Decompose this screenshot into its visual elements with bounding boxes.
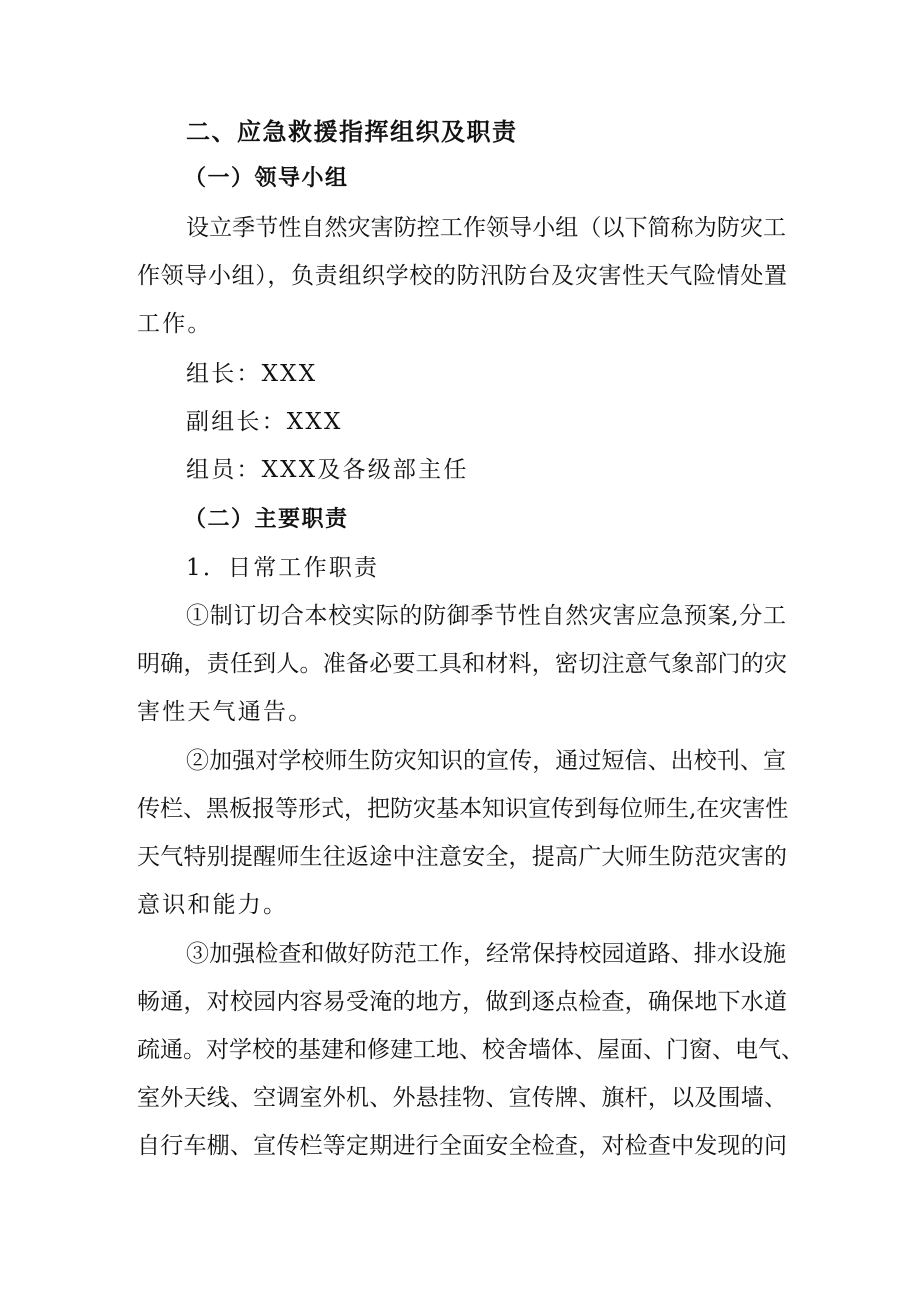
paragraph-line: 意识和能力。 [137,892,289,918]
section-heading: 二、应急救援指挥组织及职责 [186,118,518,146]
paragraph-line: 害性天气通告。 [137,699,314,725]
subsection-heading-leadership: （一）领导小组 [184,166,349,191]
subsection-heading-duties: （二）主要职责 [184,507,349,532]
paragraph-line: 设立季节性自然灾害防控工作领导小组（以下简称为防灾工 [186,215,786,241]
paragraph-line: 畅通，对校园内容易受淹的地方，做到逐点检查，确保地下水道 [137,989,787,1015]
paragraph-line: ①制订切合本校实际的防御季节性自然灾害应急预案,分工 [186,603,786,629]
paragraph-line: 工作。 [137,311,213,337]
members-line: 组员：XXX及各级部主任 [186,457,469,483]
paragraph-line: 传栏、黑板报等形式，把防灾基本知识宣传到每位师生,在灾害性 [137,796,789,822]
paragraph-line: ②加强对学校师生防灾知识的宣传，通过短信、出校刊、宣 [186,748,786,774]
paragraph-line: 室外天线、空调室外机、外悬挂物、宣传牌、旗杆，以及围墙、 [137,1085,787,1111]
deputy-leader-line: 副组长：XXX [186,409,343,435]
paragraph-line: 明确，责任到人。准备必要工具和材料，密切注意气象部门的灾 [137,651,787,677]
leader-line: 组长：XXX [186,361,318,387]
paragraph-line: 作领导小组），负责组织学校的防汛防台及灾害性天气险情处置 [137,263,787,289]
paragraph-line: 天气特别提醒师生往返途中注意安全，提高广大师生防范灾害的 [137,844,787,870]
paragraph-line: 疏通。对学校的基建和修建工地、校舍墙体、屋面、门窗、电气、 [137,1037,804,1063]
item-title-daily-duties: 1．日常工作职责 [186,555,380,581]
paragraph-line: 自行车棚、宣传栏等定期进行全面安全检查，对检查中发现的问 [137,1133,787,1159]
paragraph-line: ③加强检查和做好防范工作，经常保持校园道路、排水设施 [186,941,786,967]
